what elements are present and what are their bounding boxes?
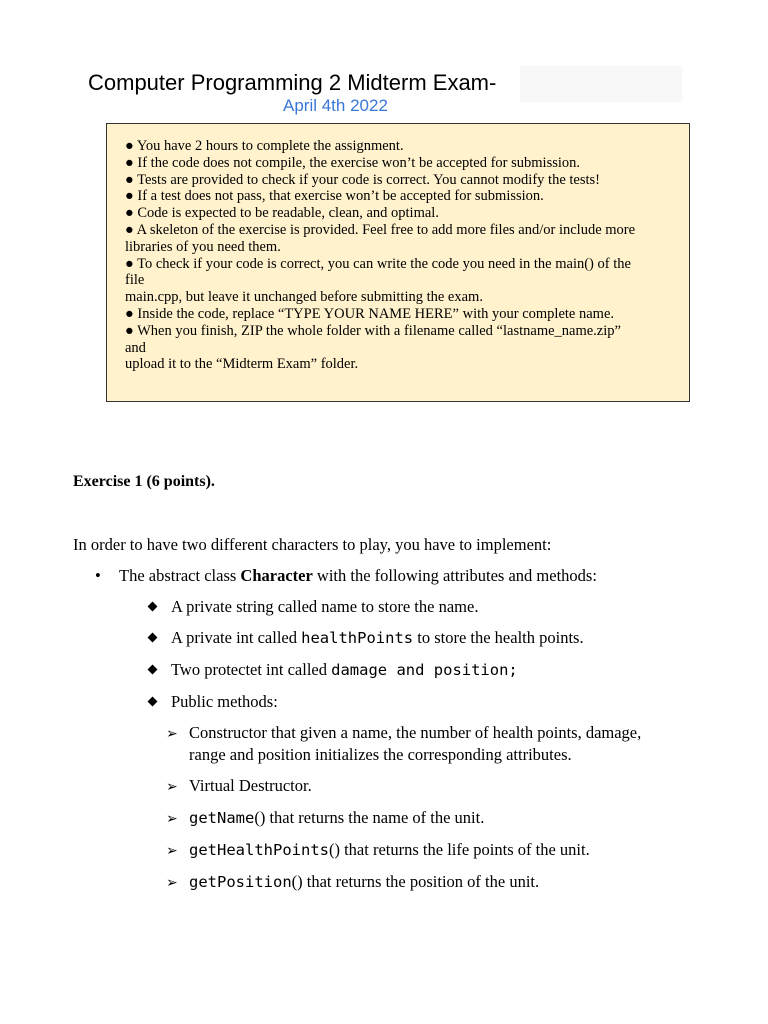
class-text-post: with the following attributes and methods: xyxy=(312,566,597,585)
instruction-line: main.cpp, but leave it unchanged before submitting the exam. xyxy=(125,289,483,306)
arrow-bullet-icon: ➢ xyxy=(166,876,178,891)
attr2-text-post: to store the health points. xyxy=(413,628,584,647)
instruction-line: file xyxy=(125,272,145,289)
method-getposition xyxy=(189,872,539,892)
instruction-line: ● If a test does not pass, that exercise won’t be accepted for submission. xyxy=(125,188,544,205)
method-getname xyxy=(189,808,484,828)
bullet-marker: • xyxy=(95,566,101,585)
attr2-text-pre: A private int called xyxy=(171,628,302,647)
title-highlight xyxy=(520,66,682,102)
attribute-health xyxy=(171,628,584,648)
exercise-intro: In order to have two different characters to play, you have to implement: xyxy=(73,535,552,554)
instruction-line: ● You have 2 hours to complete the assignment. xyxy=(125,138,404,154)
arrow-bullet-icon: ➢ xyxy=(166,844,178,859)
attr3-code: damage and position; xyxy=(331,661,518,679)
instruction-line: ● Code is expected to be readable, clean, and optimal. xyxy=(125,205,439,222)
exercise-title: Exercise 1 (6 points). xyxy=(73,473,215,490)
arrow-bullet-icon: ➢ xyxy=(166,780,178,795)
instruction-line: ● Inside the code, replace “TYPE YOUR NAME HERE” with your complete name. xyxy=(125,305,614,322)
instruction-line: ● To check if your code is correct, you can write the code you need in the main() of the xyxy=(125,255,631,272)
instruction-line: upload it to the “Midterm Exam” folder. xyxy=(125,356,359,373)
page-title: Computer Programming 2 Midterm Exam- xyxy=(88,70,497,95)
method-getposition-desc: () that returns the position of the unit. xyxy=(291,872,540,891)
method-getname-code: getName xyxy=(189,809,255,827)
exam-date: April 4th 2022 xyxy=(283,96,388,115)
arrow-bullet-icon: ➢ xyxy=(166,727,178,742)
method-getname-desc: () that returns the name of the unit. xyxy=(254,808,485,827)
method-gethealthpoints-desc: () that returns the life points of the unit. xyxy=(328,840,590,859)
instructions-box xyxy=(106,123,690,402)
method-constructor-line2: range and position initializes the corresponding attributes. xyxy=(189,745,572,764)
class-name: Character xyxy=(240,566,313,585)
method-getposition-code: getPosition xyxy=(189,873,292,891)
arrow-bullet-icon: ➢ xyxy=(166,812,178,827)
instruction-line: ● A skeleton of the exercise is provided. Feel free to add more files and/or include more xyxy=(125,221,636,238)
attribute-name: A private string called name to store the name. xyxy=(171,597,479,616)
diamond-bullet-icon xyxy=(148,697,158,707)
instruction-line: ● Tests are provided to check if your code is correct. You cannot modify the tests! xyxy=(125,171,600,188)
instruction-line: ● When you finish, ZIP the whole folder with a filename called “lastname_name.zip” xyxy=(125,322,621,339)
method-gethealthpoints xyxy=(189,840,590,860)
diamond-bullet-icon xyxy=(148,602,158,612)
class-description xyxy=(119,566,597,586)
class-text-pre: The abstract class xyxy=(119,566,241,585)
method-gethealthpoints-code: getHealthPoints xyxy=(189,841,329,859)
public-methods-heading: Public methods: xyxy=(171,692,278,711)
diamond-bullet-icon xyxy=(148,633,158,643)
method-destructor: Virtual Destructor. xyxy=(189,776,312,795)
attr3-text-pre: Two protectet int called xyxy=(171,660,332,679)
instruction-line: libraries of you need them. xyxy=(125,238,281,255)
attr2-code: healthPoints xyxy=(301,629,414,647)
instruction-line: ● If the code does not compile, the exercise won’t be accepted for submission. xyxy=(125,154,581,171)
attribute-damage-position xyxy=(171,660,518,680)
method-constructor-line1: Constructor that given a name, the number of health points, damage, xyxy=(189,723,642,742)
diamond-bullet-icon xyxy=(148,665,158,675)
instruction-line: and xyxy=(125,339,146,356)
